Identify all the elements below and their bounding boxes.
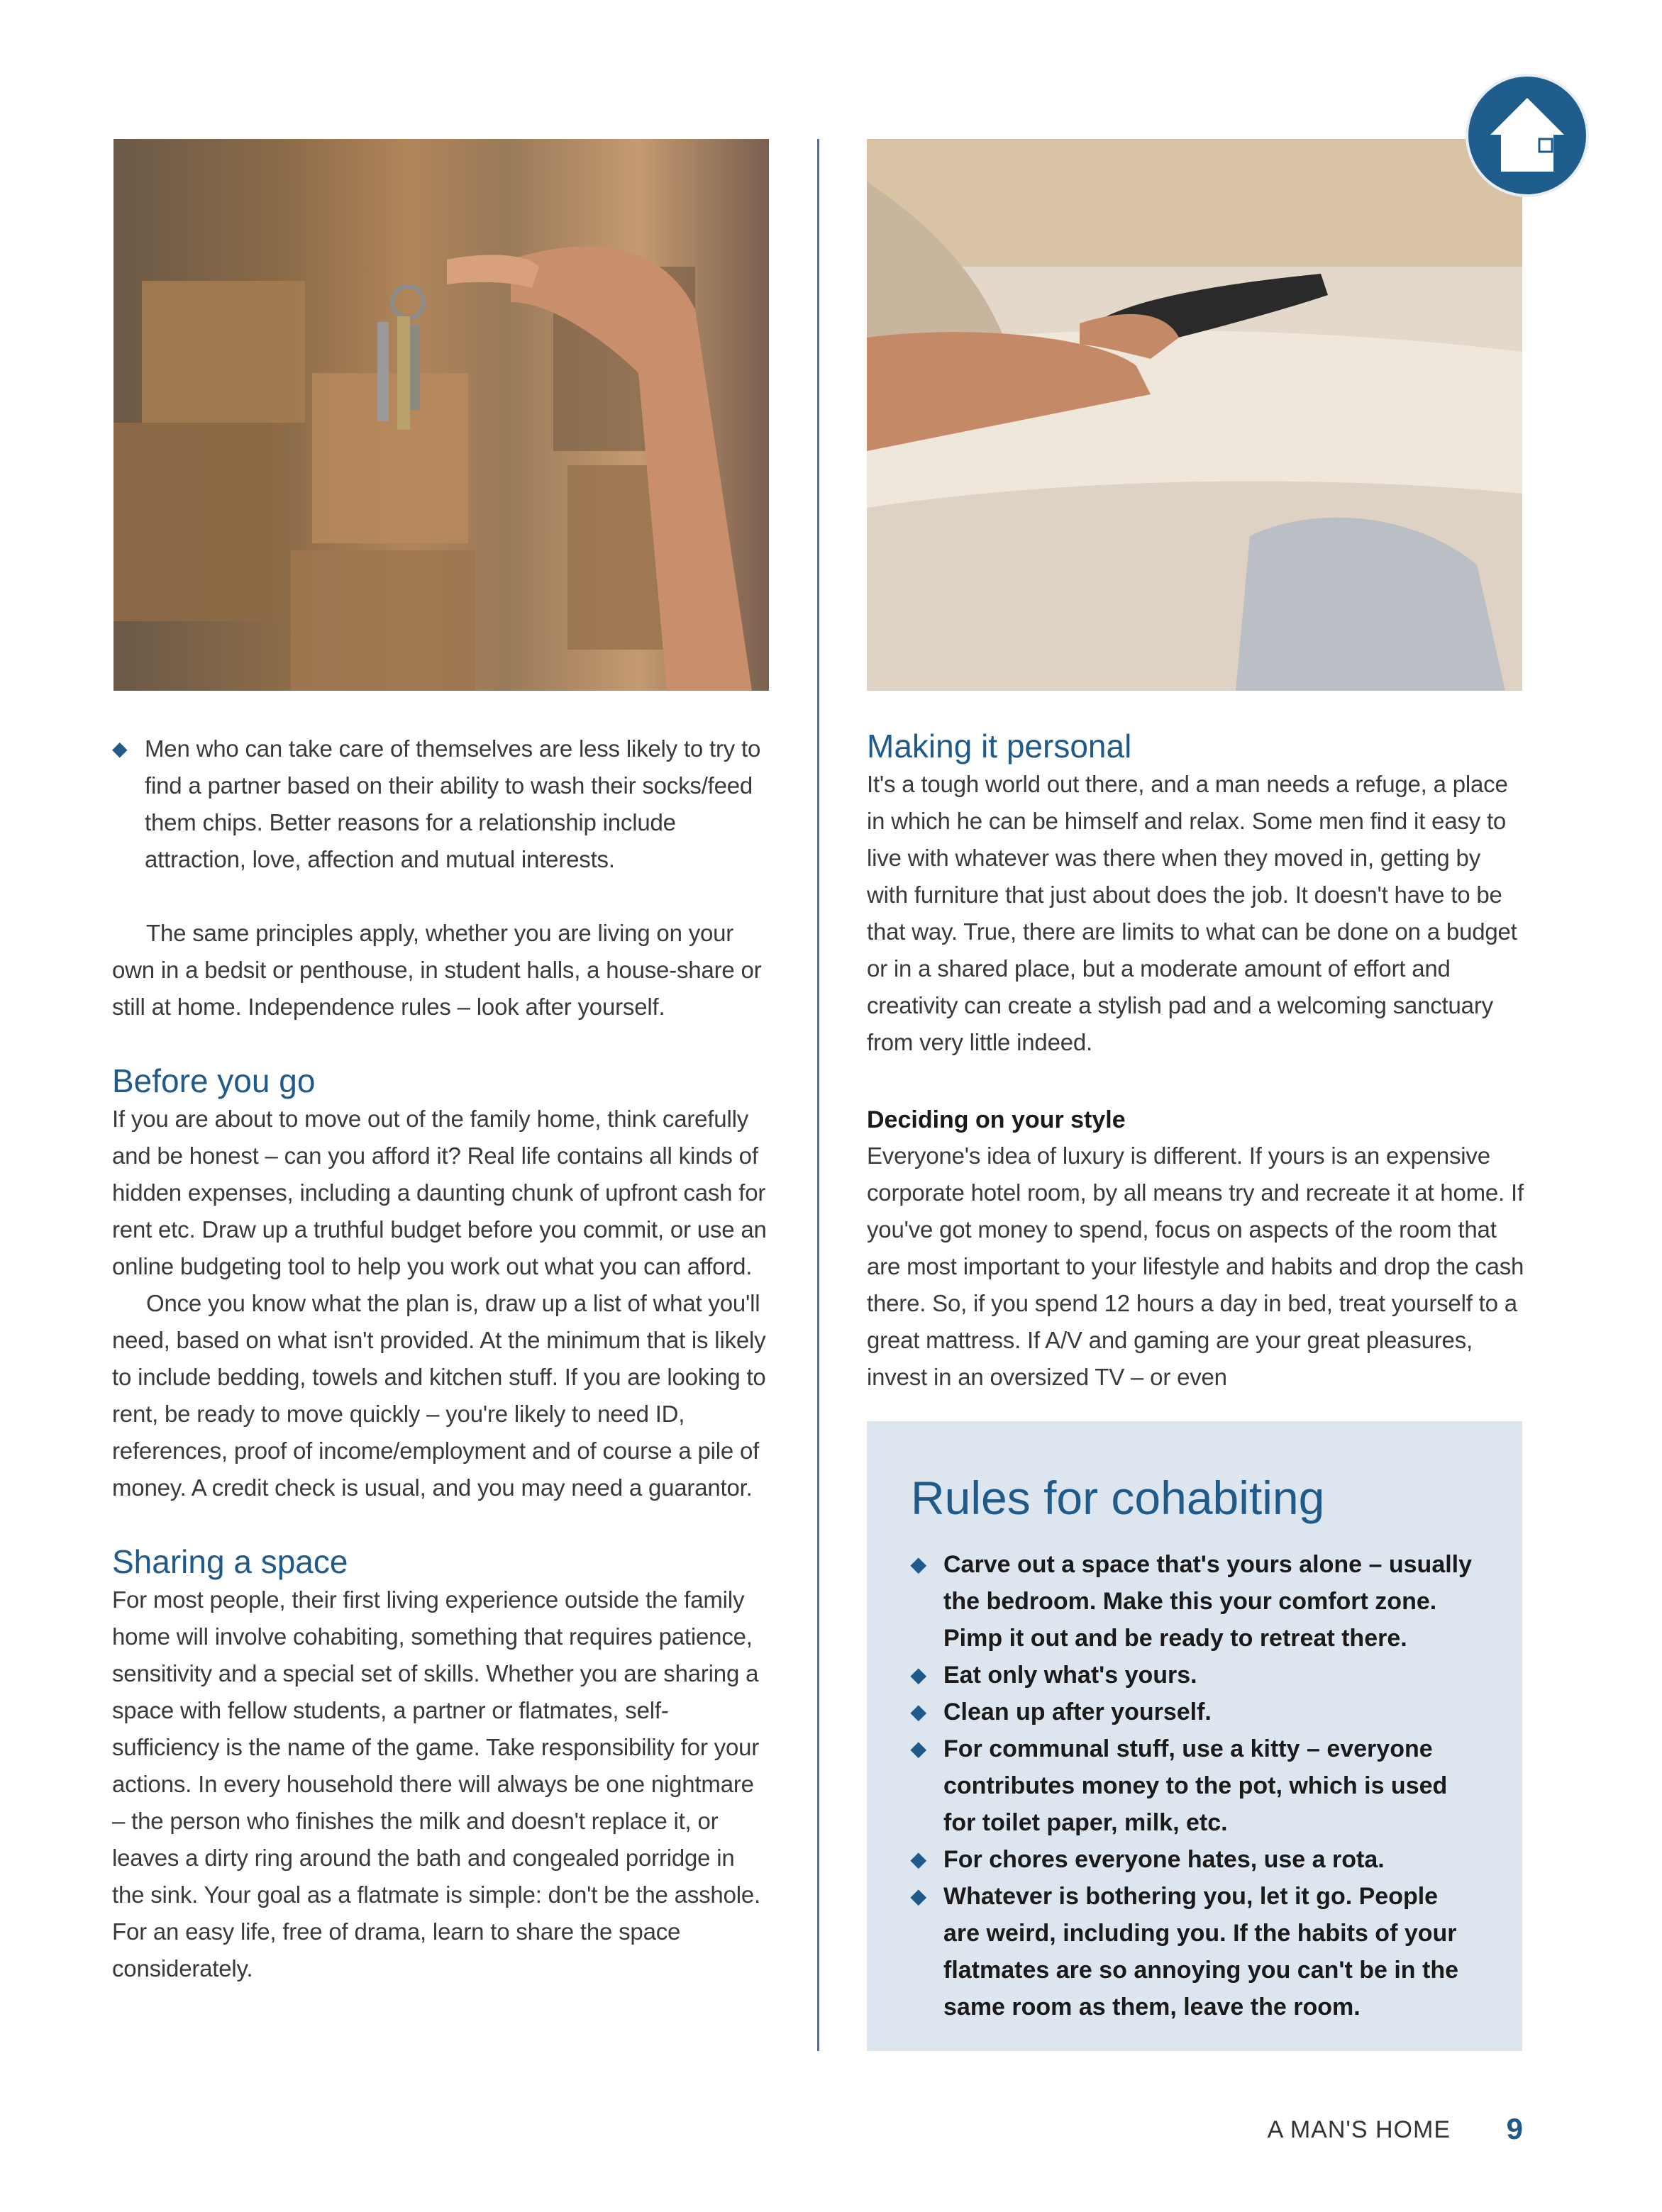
photo-hand-holding-keys xyxy=(113,139,769,691)
bullet-text: Men who can take care of themselves are less likely to try to find a partner based on their ability to wash their socks/feed them chips. Better reasons for a relationship include attraction, love, affection and mutual interests. xyxy=(145,735,761,872)
column-divider xyxy=(817,139,819,2051)
diamond-bullet-icon: ◆ xyxy=(112,738,128,760)
heading-sharing-a-space: Sharing a space xyxy=(112,1543,348,1580)
sofa-remote-illustration xyxy=(867,139,1522,691)
house-glyph xyxy=(1468,77,1586,194)
rules-item-text: For chores everyone hates, use a rota. xyxy=(943,1846,1385,1873)
diamond-bullet-icon: ◆ xyxy=(911,1553,926,1575)
list-item xyxy=(911,1546,1480,1657)
diamond-bullet-icon: ◆ xyxy=(911,1885,926,1907)
list-item xyxy=(112,730,772,878)
making-it-personal-paragraph: It's a tough world out there, and a man needs a refuge, a place in which he can be himself and relax. Some men find it easy to live with whatever was there when they moved in, getting by with furniture that just about does the job. It doesn't have to be that way. True, there are limits to what can be done on a budget or in a shared place, but a moderate amount of effort and creativity can create a stylish pad and a welcoming sanctuary from very little indeed. xyxy=(867,771,1517,1055)
list-item xyxy=(911,1878,1480,2025)
photo-hand-with-remote-on-sofa xyxy=(867,139,1522,691)
rules-item-text: Whatever is bothering you, let it go. People are weird, including you. If the habits of your flatmates are so annoying you can't be in the same room as them, leave the room. xyxy=(943,1883,1459,2021)
list-item xyxy=(911,1694,1480,1730)
heading-before-you-go: Before you go xyxy=(112,1062,316,1099)
list-item xyxy=(911,1841,1480,1878)
before-you-go-paragraph-2: Once you know what the plan is, draw up a list of what you'll need, based on what isn't provided. At the minimum that is likely to include bedding, towels and kitchen stuff. If you are looking to rent, be ready to move quickly – you're likely to need ID, references, proof of income/employment and of course a pile of money. A credit check is usual, and you may need a guarantor. xyxy=(112,1290,766,1501)
rules-item-text: Carve out a space that's yours alone – usually the bedroom. Make this your comfort zone. Pimp it out and be ready to retreat there. xyxy=(943,1551,1473,1652)
page-number: 9 xyxy=(1506,2112,1523,2145)
list-item xyxy=(911,1730,1480,1841)
diamond-bullet-icon: ◆ xyxy=(911,1701,926,1723)
rules-item-text: For communal stuff, use a kitty – everyone contributes money to the pot, which is used for toilet paper, milk, etc. xyxy=(943,1735,1448,1836)
left-column xyxy=(112,730,772,1987)
rules-for-cohabiting-box xyxy=(867,1421,1522,2051)
rules-item-text: Eat only what's yours. xyxy=(943,1662,1197,1689)
heading-deciding-on-your-style: Deciding on your style xyxy=(867,1106,1126,1133)
before-you-go-paragraph-1: If you are about to move out of the family home, think carefully and be honest – can you afford it? Real life contains all kinds of hidden expenses, including a daunting chunk of upfront cash for rent etc. Draw up a truthful budget before you commit, or use an online budgeting tool to help you work out what you can afford. xyxy=(112,1106,767,1279)
footer-section-title: A MAN'S HOME xyxy=(1267,2116,1451,2143)
diamond-bullet-icon: ◆ xyxy=(911,1664,926,1686)
diamond-bullet-icon: ◆ xyxy=(911,1738,926,1760)
home-icon xyxy=(1466,74,1589,197)
rules-box-title: Rules for cohabiting xyxy=(911,1472,1325,1524)
intro-paragraph: The same principles apply, whether you are living on your own in a bedsit or penthouse, in student halls, a house-share or still at home. Independence rules – look after yourself. xyxy=(112,920,762,1020)
sharing-a-space-paragraph: For most people, their first living experience outside the family home will involve cohabiting, something that requires patience, sensitivity and a special set of skills. Whether you are sharing a space with fellow students, a partner or flatmates, self-sufficiency is the name of the game. Take responsibility for your actions. In every household there will always be one nightmare – the person who finishes the milk and doesn't replace it, or leaves a dirty ring around the bath and congealed porridge in the sink. Your goal as a flatmate is simple: don't be the asshole. For an easy life, free of drama, learn to share the space considerately. xyxy=(112,1586,760,1982)
right-column xyxy=(867,726,1527,1396)
deciding-on-your-style-paragraph: Everyone's idea of luxury is different. If yours is an expensive corporate hotel room, by all means try and recreate it at home. If you've got money to spend, focus on aspects of the room that are most important to your lifestyle and habits and drop the cash there. So, if you spend 12 hours a day in bed, treat yourself to a great mattress. If A/V and gaming are your great pleasures, invest in an oversized TV – or even xyxy=(867,1143,1524,1390)
rules-item-text: Clean up after yourself. xyxy=(943,1699,1212,1725)
list-item xyxy=(911,1657,1480,1694)
keys-illustration xyxy=(113,139,769,691)
heading-making-it-personal: Making it personal xyxy=(867,728,1132,765)
diamond-bullet-icon: ◆ xyxy=(911,1848,926,1870)
